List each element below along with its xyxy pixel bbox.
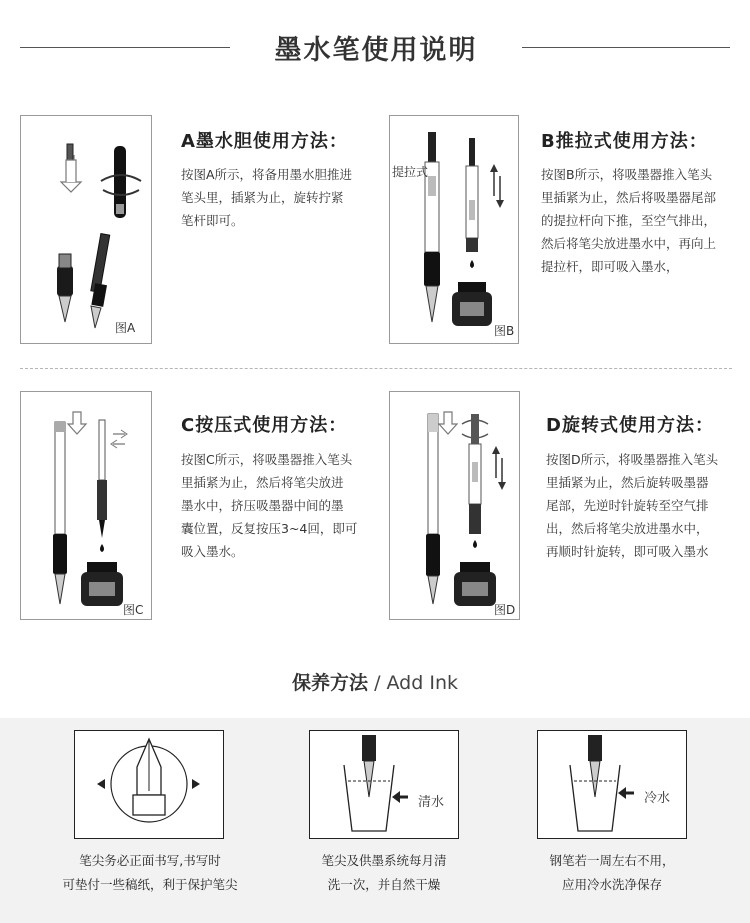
- figure-c: [20, 391, 152, 620]
- care-title-en: / Add Ink: [368, 672, 458, 694]
- section-b-body: 按图B所示，将吸墨器推入笔头 里插紧为止，然后将吸墨器尾部 的提拉杆向下推，至空气排出， 然后将笔尖放进墨水中，再向上 提拉杆，即可吸入墨水，: [541, 167, 717, 274]
- title-divider-left: [20, 47, 230, 48]
- twist-converter-illustration: [390, 392, 519, 619]
- figure-a: [20, 115, 152, 344]
- care-figure-cold-water: [537, 730, 687, 839]
- header: [0, 28, 750, 68]
- section-a-body: 按图A所示，将备用墨水胆推进 笔头里，插紧为止，旋转拧紧 笔杆即可。: [181, 167, 353, 228]
- care-heading: [0, 668, 750, 695]
- figure-d-label: 图D: [494, 603, 516, 617]
- squeeze-converter-illustration: [21, 392, 151, 619]
- care-label-cold-water: 冷水: [644, 791, 671, 806]
- care-label-clean-water: 清水: [418, 795, 445, 810]
- nib-in-cold-water-icon: [538, 731, 685, 837]
- care-band: [0, 718, 750, 923]
- care-figure-nib: [74, 730, 224, 839]
- care-caption-2: 笔尖及供墨系统每月清 洗一次，并自然干燥: [321, 853, 447, 892]
- figure-d: [389, 391, 520, 620]
- nib-writing-icon: [75, 731, 222, 837]
- section-c-title: C按压式使用方法：: [181, 415, 348, 436]
- figure-b-label: 图B: [494, 324, 515, 338]
- figure-b: [389, 115, 519, 344]
- section-a-title: A墨水胆使用方法：: [181, 131, 348, 152]
- care-figure-clean-water: [309, 730, 459, 839]
- nib-in-water-icon: [310, 731, 457, 837]
- figure-c-label: 图C: [123, 603, 144, 617]
- title-divider-right: [522, 47, 730, 48]
- section-d-body: 按图D所示，将吸墨器推入笔头 里插紧为止，然后旋转吸墨器 尾部，先逆时针旋转至空气排 出，然后将笔尖放进墨水中， 再顺时针旋转，即可吸入墨水: [546, 452, 719, 559]
- section-d-title: D旋转式使用方法：: [546, 415, 714, 436]
- care-caption-3: 钢笔若一周左右不用， 应用冷水洗净保存: [549, 853, 675, 892]
- piston-converter-illustration: [390, 116, 518, 343]
- fountain-pen-cartridge-illustration: [21, 116, 151, 343]
- section-c-body: 按图C所示，将吸墨器推入笔头 里插紧为止，然后将笔尖放进 墨水中，挤压吸墨器中间的墨 囊位置，反复按压3~4回，即可 吸入墨水。: [181, 452, 358, 559]
- section-b-title: B推拉式使用方法：: [541, 131, 708, 152]
- care-caption-1: 笔尖务必正面书写,书写时 可垫付一些稿纸，利于保护笔尖: [62, 853, 238, 892]
- figure-a-label: 图A: [115, 321, 136, 335]
- section-divider: [20, 368, 732, 369]
- page-title: 墨水笔使用说明: [274, 35, 478, 66]
- care-title-cn: 保养方法: [292, 672, 369, 694]
- callout-label: 提拉式: [392, 165, 429, 179]
